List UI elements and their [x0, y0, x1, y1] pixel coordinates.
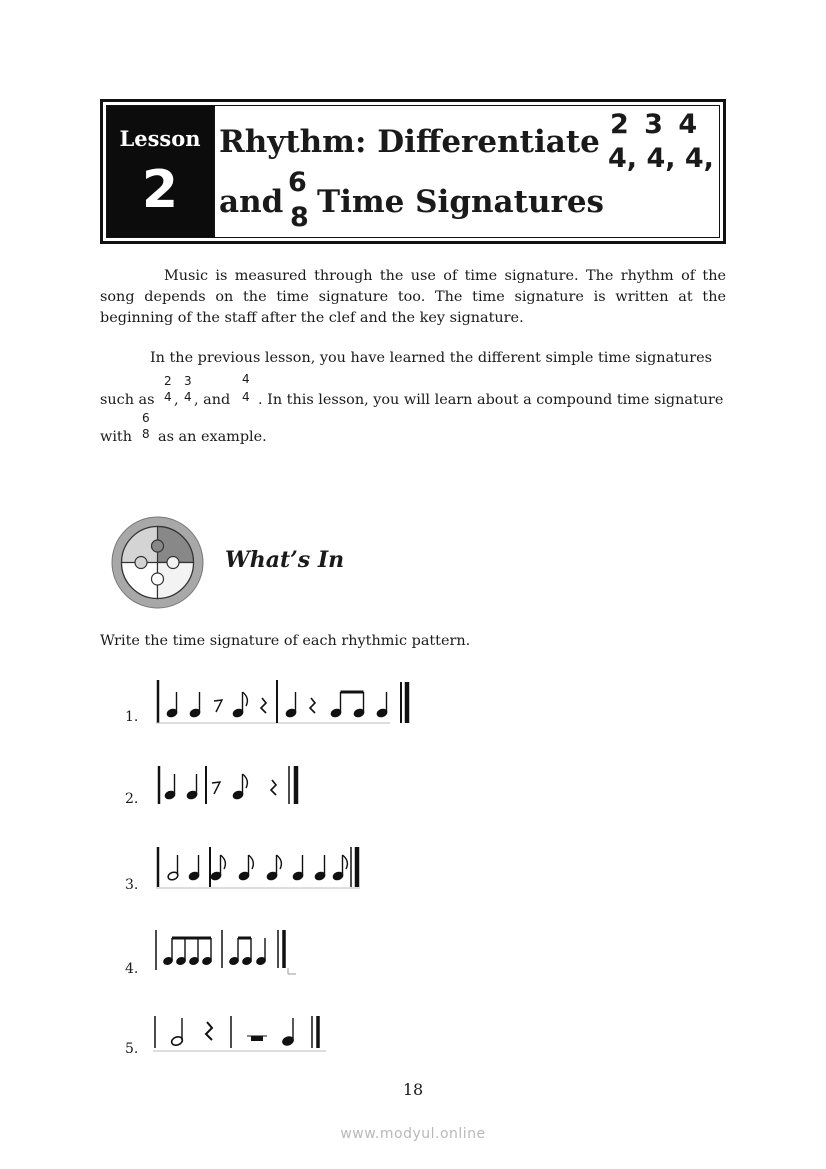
exercise-1-label: 1.	[125, 709, 139, 725]
lesson-title-rest: Time Signatures	[317, 184, 604, 220]
lesson-title-and: and	[219, 184, 284, 220]
sig1-bottom: 4	[164, 390, 172, 404]
rhythm-pattern-4	[150, 926, 300, 976]
sig2-bottom: 4	[184, 390, 192, 404]
header-divider	[213, 106, 215, 237]
sig3-top: 4	[242, 372, 250, 386]
exercise-4-label: 4.	[125, 961, 139, 977]
intro-paragraph-1: Music is measured through the use of time signature. The rhythm of the song depends on the time signature too. The time signature is written at the beginning of the staff after the clef and the key signature.	[100, 268, 726, 326]
intro-paragraph-2-line1: In the previous lesson, you have learned the different simple time signatures	[150, 350, 712, 366]
intro-with: with	[100, 429, 132, 445]
intro-end: as an example.	[158, 429, 267, 445]
lesson-header	[100, 99, 726, 244]
rhythm-pattern-2	[150, 762, 310, 808]
sig3-bottom: 4	[242, 390, 250, 404]
rhythm-pattern-5	[150, 1010, 330, 1055]
intro-such-as: such as	[100, 392, 155, 408]
lesson-label-box	[107, 106, 213, 237]
sig2-top: 3	[184, 374, 192, 388]
exercise-2-label: 2.	[125, 791, 139, 807]
instruction-text: Write the time signature of each rhythmic pattern.	[100, 633, 471, 649]
sig-comma: ,	[174, 392, 179, 408]
exercise-5-label: 5.	[125, 1041, 139, 1057]
intro-and: , and	[194, 392, 231, 408]
puzzle-icon	[111, 516, 204, 609]
sig4-top: 6	[142, 411, 150, 425]
lesson-number: 2	[141, 160, 179, 220]
page-number: 18	[402, 1080, 424, 1099]
lesson-label: Lesson	[119, 126, 201, 151]
title-compound-bottom: 8	[290, 202, 309, 233]
lesson-title-line1: Rhythm: Differentiate	[219, 124, 600, 160]
sig4-bottom: 8	[142, 427, 150, 441]
title-compound-top: 6	[288, 167, 307, 198]
sig1-top: 2	[164, 374, 172, 388]
lesson-header-inner	[106, 105, 720, 238]
title-time-sig-denominators: 4, 4, 4,	[608, 143, 714, 174]
intro-rest: . In this lesson, you will learn about a compound time signature	[258, 392, 724, 408]
exercise-3-label: 3.	[125, 877, 139, 893]
section-heading: What’s In	[225, 547, 345, 573]
title-time-sig-numerators: 2 3 4	[610, 109, 698, 140]
rhythm-pattern-3	[150, 843, 365, 893]
rhythm-pattern-1	[150, 676, 420, 728]
footer-watermark: www.modyul.online	[340, 1126, 486, 1142]
